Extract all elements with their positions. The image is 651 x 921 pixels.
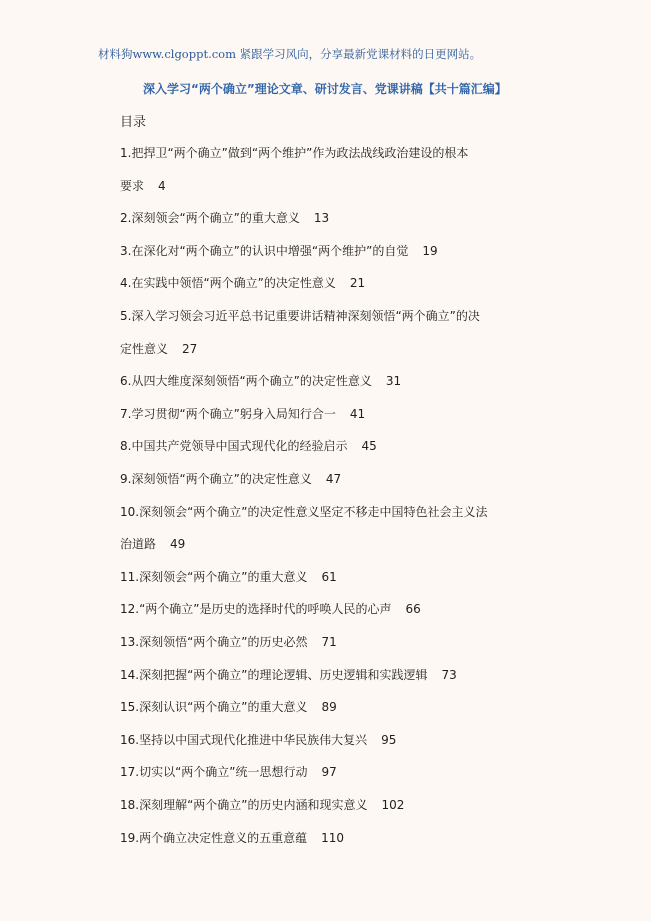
toc-item-title-cont: 要求	[120, 178, 145, 193]
toc-page-number: 71	[321, 635, 337, 649]
toc-item-title-cont: 治道路	[120, 537, 157, 552]
toc-item[interactable]	[120, 568, 337, 585]
toc-page-number: 110	[321, 830, 344, 845]
toc-page-number: 31	[385, 374, 402, 389]
toc-page-number: 19	[422, 243, 438, 258]
toc-item-title: 14.深刻把握“两个确立”的理论逻辑、历史逻辑和实践逻辑	[120, 667, 428, 682]
toc-item-continued[interactable]	[120, 340, 197, 357]
toc-item[interactable]	[120, 242, 438, 259]
toc-item-title: 8.中国共产党领导中国式现代化的经验启示	[120, 439, 348, 454]
toc-item[interactable]	[120, 437, 377, 454]
toc-item[interactable]	[120, 144, 468, 161]
toc-page-number: 97	[321, 765, 337, 780]
toc-page-number: 49	[170, 537, 186, 552]
toc-item[interactable]	[120, 796, 404, 813]
toc-item[interactable]	[120, 274, 365, 291]
toc-item-title: 2.深刻领会“两个确立”的重大意义	[120, 211, 300, 226]
toc-item-title: 11.深刻领会“两个确立”的重大意义	[120, 569, 308, 584]
toc-item[interactable]	[120, 829, 344, 846]
toc-item-title: 3.在深化对“两个确立”的认识中增强“两个维护”的自觉	[120, 243, 409, 258]
toc-item-title: 12.“两个确立”是历史的选择时代的呼唤人民的心声	[120, 602, 392, 617]
toc-page-number: 73	[441, 667, 457, 682]
site-name: 材料狗	[98, 47, 133, 61]
toc-page-number: 27	[182, 341, 198, 356]
site-header	[98, 46, 481, 62]
toc-page-number: 89	[321, 700, 337, 715]
toc-item-title: 16.坚持以中国式现代化推进中华民族伟大复兴	[120, 732, 368, 747]
toc-page-number: 61	[321, 569, 337, 584]
toc-item[interactable]	[120, 666, 457, 683]
toc-item[interactable]	[120, 763, 337, 780]
toc-item-title: 9.深刻领悟“两个确立”的决定性意义	[120, 472, 312, 486]
toc-item-title: 10.深刻领会“两个确立”的决定性意义坚定不移走中国特色社会主义法	[120, 504, 488, 519]
toc-page-number: 13	[313, 211, 330, 226]
toc-item[interactable]	[120, 633, 337, 650]
toc-item[interactable]	[120, 731, 396, 748]
toc-item-title: 5.深入学习领会习近平总书记重要讲话精神深刻领悟“两个确立”的决	[120, 309, 480, 323]
toc-item[interactable]	[120, 307, 480, 324]
site-tagline: 紧跟学习风向，分享最新党课材料的日更网站。	[239, 47, 482, 61]
toc-page-number: 66	[405, 602, 421, 617]
toc-item[interactable]	[120, 470, 341, 487]
toc-item-title-cont: 定性意义	[120, 341, 169, 356]
toc-item-continued[interactable]	[120, 535, 185, 552]
toc-item[interactable]	[120, 503, 488, 520]
toc-page-number: 102	[381, 798, 405, 812]
toc-item[interactable]	[120, 372, 401, 389]
toc-item-title: 19.两个确立决定性意义的五重意蕴	[120, 830, 308, 845]
toc-page-number: 45	[361, 439, 377, 454]
toc-item-title: 13.深刻领悟“两个确立”的历史必然	[120, 635, 308, 649]
toc-item-title: 17.切实以“两个确立”统一思想行动	[120, 765, 308, 780]
toc-item-title: 6.从四大维度深刻领悟“两个确立”的决定性意义	[120, 374, 372, 389]
toc-item-title: 7.学习贯彻“两个确立”躬身入局知行合一	[120, 406, 336, 421]
toc-page-number: 47	[325, 472, 342, 486]
toc-page-number: 4	[158, 178, 166, 193]
toc-page-number: 41	[349, 406, 366, 421]
toc-item-continued[interactable]	[120, 177, 166, 194]
toc-item-title: 4.在实践中领悟“两个确立”的决定性意义	[120, 276, 336, 291]
toc-item[interactable]	[120, 405, 365, 422]
toc-item[interactable]	[120, 698, 337, 715]
toc-item[interactable]	[120, 600, 421, 617]
toc-page-number: 95	[381, 732, 397, 747]
toc-item-title: 18.深刻理解“两个确立”的历史内涵和现实意义	[120, 798, 368, 812]
toc-page-number: 21	[349, 276, 366, 291]
toc-item[interactable]	[120, 209, 329, 226]
toc-item-title: 15.深刻认识“两个确立”的重大意义	[120, 700, 308, 715]
toc-heading: 目录	[120, 115, 147, 130]
site-link[interactable]: www.clgoppt.com	[132, 47, 236, 61]
document-title: 深入学习“两个确立”理论文章、研讨发言、党课讲稿【共十篇汇编】	[143, 82, 507, 96]
toc-item-title: 1.把捍卫“两个确立”做到“两个维护”作为政法战线政治建设的根本	[120, 146, 469, 160]
